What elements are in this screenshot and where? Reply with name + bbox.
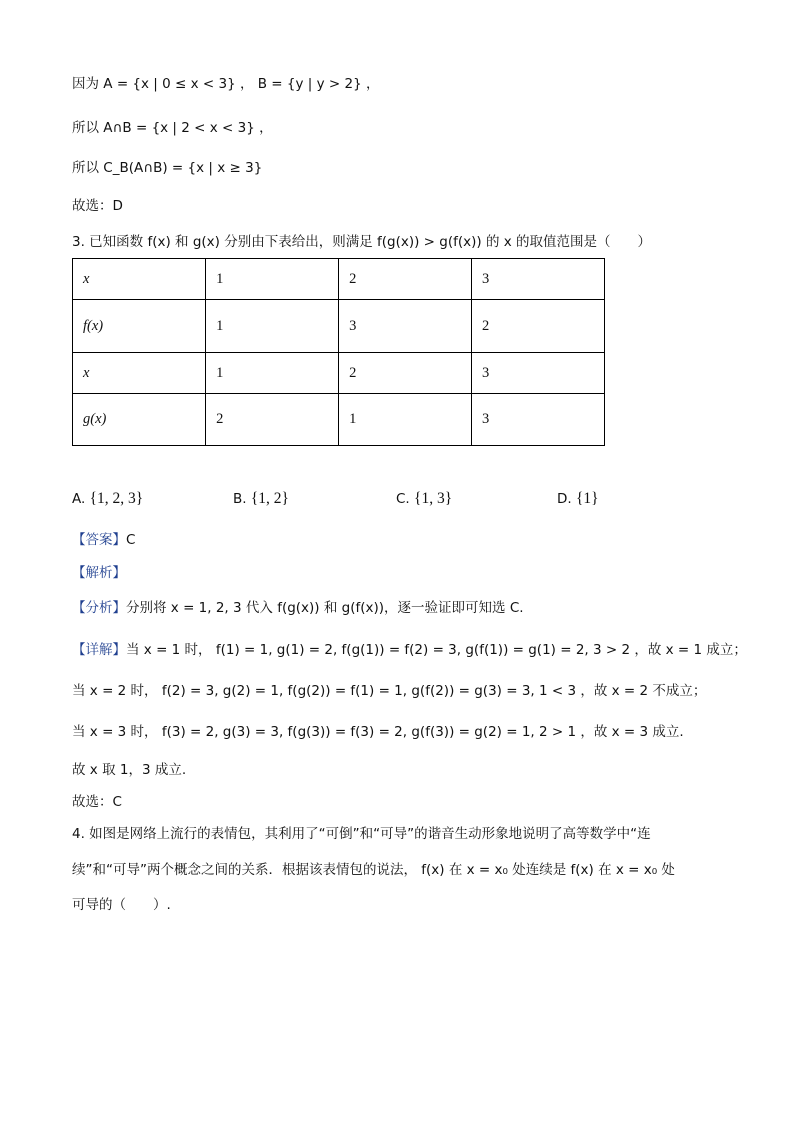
line-choose-d: 故选：D <box>72 198 123 214</box>
option-d-value: {1} <box>575 490 599 507</box>
question-4-line-3: 可导的（ ）. <box>72 897 171 913</box>
fenxi-line <box>72 596 524 616</box>
analysis-tag: 【解析】 <box>72 565 126 581</box>
table-cell: x <box>73 259 206 300</box>
table-row <box>73 259 605 300</box>
table-cell: x <box>73 353 206 394</box>
option-c[interactable] <box>396 490 452 508</box>
line-complement: 所以 C_B(A∩B) = {x | x ≥ 3} <box>72 160 263 176</box>
detail-line-2: 当 x = 2 时， f(2) = 3, g(2) = 1, f(g(2)) = f(1) = 1, g(f(2)) = g(3) = 3, 1 < 3 ，故 x = 2 不成立； <box>72 683 707 699</box>
detail-line-3: 当 x = 3 时， f(3) = 2, g(3) = 3, f(g(3)) = f(3) = 2, g(f(3)) = g(2) = 1, 2 > 1 ，故 x = 3 成立. <box>72 724 684 740</box>
table-cell: f(x) <box>73 300 206 353</box>
option-a-value: {1, 2, 3} <box>89 490 144 507</box>
option-a[interactable] <box>72 490 143 508</box>
answer-value: C <box>126 532 136 548</box>
answer-tag: 【答案】 <box>72 532 126 548</box>
table-cell: 2 <box>339 259 472 300</box>
fenxi-text: 分别将 x = 1, 2, 3 代入 f(g(x)) 和 g(f(x))，逐一验证即可知选 C. <box>126 600 524 616</box>
fenxi-tag: 【分析】 <box>72 600 126 616</box>
table-row <box>73 300 605 353</box>
option-d-label: D. <box>557 491 572 507</box>
line-set-definitions: 因为 A = {x | 0 ≤ x < 3} ， B = {y | y > 2} ， <box>72 76 380 92</box>
table-cell: 1 <box>206 353 339 394</box>
table-row <box>73 353 605 394</box>
table-cell: 1 <box>206 300 339 353</box>
option-d[interactable] <box>557 490 599 508</box>
question-3-stem: 3. 已知函数 f(x) 和 g(x) 分别由下表给出，则满足 f(g(x)) > g(f(x)) 的 x 的取值范围是（ ） <box>72 234 652 250</box>
detail-line-5: 故选：C <box>72 794 122 810</box>
table-cell: 3 <box>472 353 605 394</box>
table-cell: 2 <box>206 394 339 446</box>
answer-line <box>72 528 135 548</box>
table-cell: 2 <box>472 300 605 353</box>
table-cell: 1 <box>339 394 472 446</box>
function-value-table <box>72 258 605 446</box>
line-intersection: 所以 A∩B = {x | 2 < x < 3} ， <box>72 120 273 136</box>
table-cell: 3 <box>339 300 472 353</box>
xiangjie-tag: 【详解】 <box>72 642 126 658</box>
option-b-label: B. <box>233 491 247 507</box>
table-row <box>73 394 605 446</box>
question-4-line-1: 4. 如图是网络上流行的表情包，其利用了“可倒”和“可导”的谐音生动形象地说明了高等数学中“连 <box>72 826 651 842</box>
question-4-line-2: 续”和“可导”两个概念之间的关系．根据该表情包的说法， f(x) 在 x = x₀ 处连续是 f(x) 在 x = x₀ 处 <box>72 862 675 878</box>
table-cell: 3 <box>472 259 605 300</box>
option-b[interactable] <box>233 490 289 508</box>
analysis-heading <box>72 561 126 581</box>
table-cell: 1 <box>206 259 339 300</box>
option-a-label: A. <box>72 491 86 507</box>
table-cell: g(x) <box>73 394 206 446</box>
table-cell: 2 <box>339 353 472 394</box>
detail-text-1: 当 x = 1 时， f(1) = 1, g(1) = 2, f(g(1)) = f(2) = 3, g(f(1)) = g(1) = 2, 3 > 2 ，故 x = 1 成立； <box>126 642 747 658</box>
detail-line-1 <box>72 638 747 658</box>
option-c-value: {1, 3} <box>414 490 453 507</box>
table-cell: 3 <box>472 394 605 446</box>
detail-line-4: 故 x 取 1，3 成立. <box>72 762 187 778</box>
option-c-label: C. <box>396 491 410 507</box>
option-b-value: {1, 2} <box>250 490 289 507</box>
